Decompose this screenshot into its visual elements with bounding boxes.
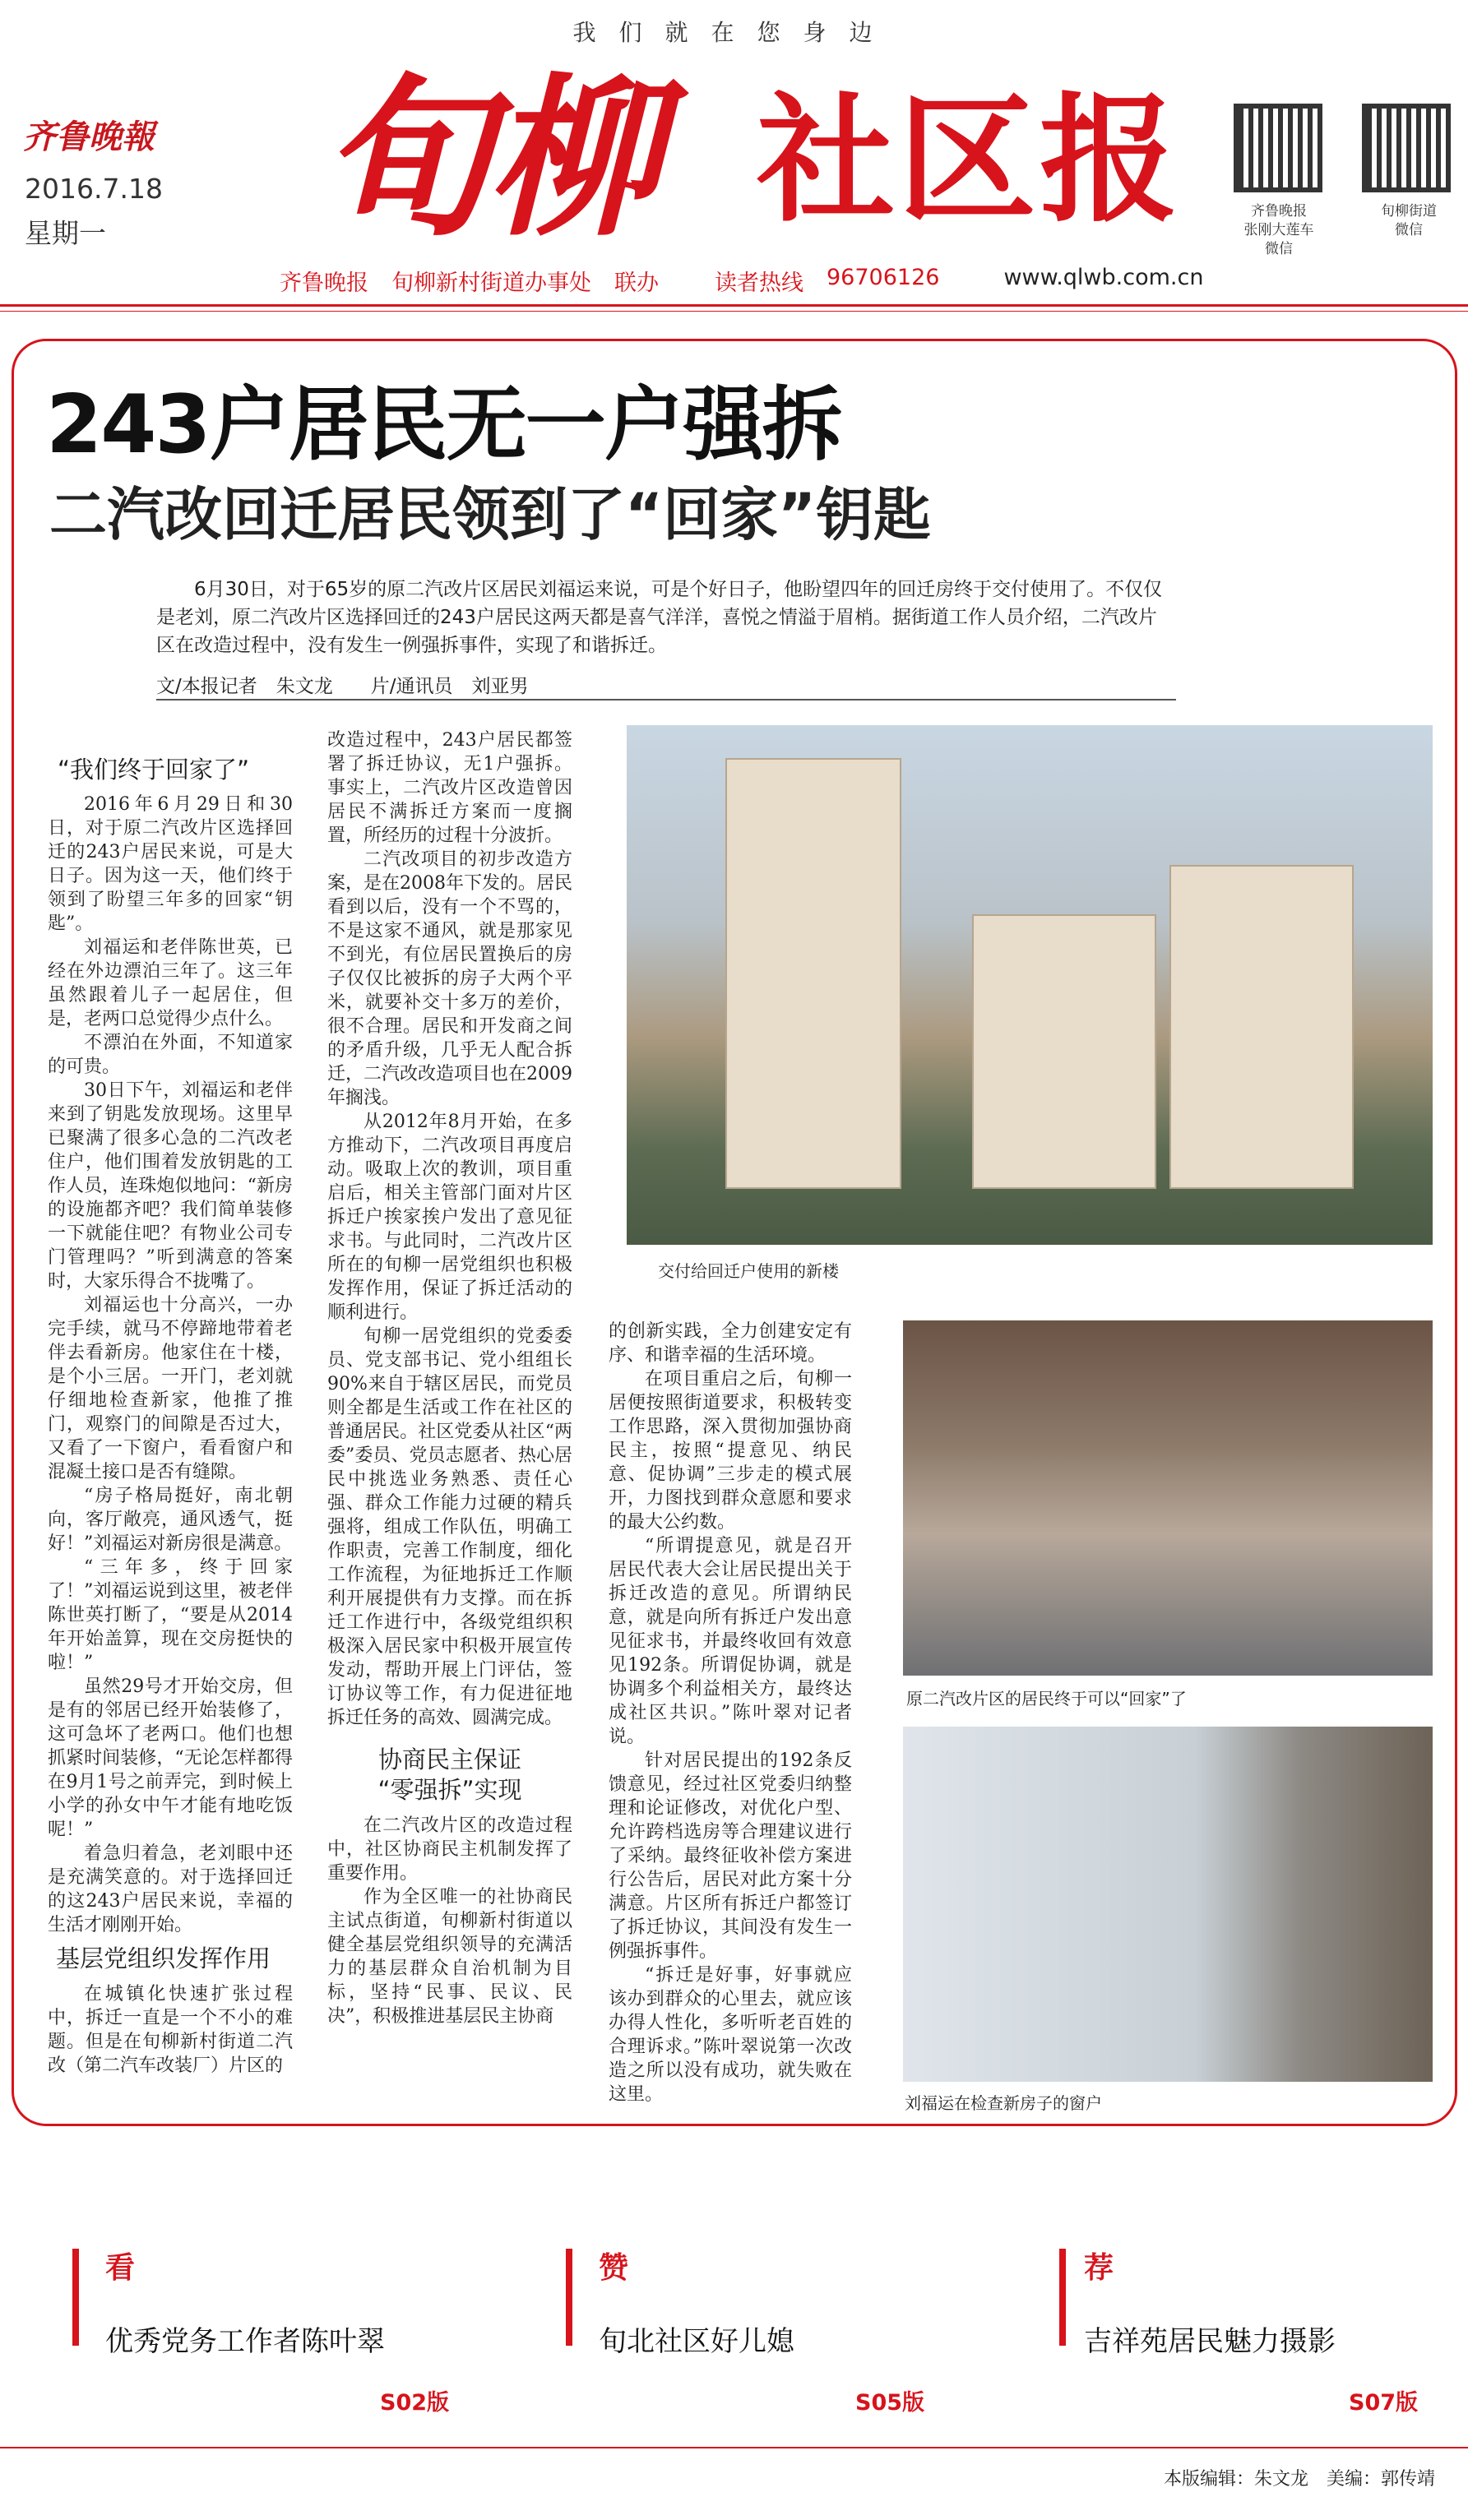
issue-weekday: 星期一 (25, 217, 106, 249)
header-slogan: 我们就在您身边 (572, 19, 896, 46)
promo-tag: 赞 (599, 2251, 629, 2285)
section-heading: 基层党组织发挥作用 (56, 1944, 271, 1972)
paragraph: “三年多，终于回家了！”刘福运说到这里，被老伴陈世英打断了，“要是从2014年开始盖算，现在交房挺快的啦！” (48, 1557, 293, 1673)
qr-code-icon (1362, 104, 1451, 192)
photo-new-buildings (627, 725, 1433, 1245)
info-joint: 联办 (614, 270, 659, 296)
header-divider-thin (0, 311, 1468, 312)
paragraph: 针对居民提出的192条反馈意见，经过社区党委归纳整理和论证修改，对优化户型、允许跨档选房等合理建议进行了采纳。最终征收补偿方案进行公告后，居民对此方案十分满意。片区所有拆迁户都签订了拆迁协议，其间没有发生一例强拆事件。 (609, 1750, 852, 1962)
text-column-3 (609, 1320, 852, 2106)
info-publisher: 齐鲁晚报 (280, 270, 368, 296)
paragraph: 刘福运和老伴陈世英，已经在外边漂泊三年了。这三年虽然跟着儿子一起居住，但是，老两口总觉得少点什么。 (48, 937, 293, 1029)
masthead-title-sub: 社区报 (757, 80, 1181, 241)
info-office: 旬柳新村街道办事处 (391, 270, 591, 296)
promo-title-link[interactable]: 旬北社区好儿媳 (599, 2325, 794, 2358)
info-hotline-label: 读者热线 (715, 270, 803, 296)
paragraph: 改造过程中，243户居民都签署了拆迁协议，无1户强拆。事实上，二汽改片区改造曾因居民不满拆迁方案而一度搁置，所经历的过程十分波折。 (327, 730, 572, 846)
paragraph: 2016年6月29日和30日，对于原二汽改片区选择回迁的243户居民来说，可是大日子。因为这一天，他们终于领到了盼望三年多的回家“钥匙”。 (48, 794, 293, 934)
paragraph: 30日下午，刘福运和老伴来到了钥匙发放现场。这里早已聚满了很多心急的二汽改老住户，他们围着发放钥匙的工作人员，连珠炮似地问：“新房的设施都齐吧？我们简单装修一下就能住吧？有物业公司专门管理吗？”听到满意的答案时，大家乐得合不拢嘴了。 (48, 1080, 293, 1292)
building-shape (725, 758, 901, 1189)
masthead-title-main: 旬柳 (319, 57, 655, 260)
building-shape (972, 914, 1156, 1189)
qr-caption: 旬柳街道 微信 (1381, 203, 1437, 238)
article-byline: 文/本报记者 朱文龙 片/通讯员 刘亚男 (156, 676, 529, 697)
photo-caption: 原二汽改片区的居民终于可以“回家”了 (906, 1689, 1187, 1709)
article-lead: 6月30日，对于65岁的原二汽改片区居民刘福运来说，可是个好日子，他盼望四年的回迁房终于交付使用了。不仅仅是老刘，原二汽改片区选择回迁的243户居民这两天都是喜气洋洋，喜悦之情溢于眉梢。据街道工作人员介绍，二汽改片区在改造过程中，没有发生一例强拆事件，实现了和谐拆迁。 (156, 579, 1163, 656)
paragraph: “拆迁是好事，好事就应该办到群众的心里去，就应该办得人性化，多听听老百姓的合理诉求。”陈叶翠说第一次改造之所以没有成功，就失败在这里。 (609, 1965, 852, 2105)
section-heading: 协商民主保证 (377, 1746, 521, 1773)
text-column-2 (327, 728, 572, 2028)
paragraph: “所谓提意见，就是召开居民代表大会让居民提出关于拆迁改造的意见。所谓纳民意，就是向所有拆迁户发出意见征求书，并最终收回有效意见192条。所谓促协调，就是协调多个利益相关方，最终达成社区共识。”陈叶翠对记者说。 (609, 1536, 852, 1747)
promo-title-link[interactable]: 吉祥苑居民魅力摄影 (1084, 2325, 1336, 2358)
paragraph: 作为全区唯一的社协商民主试点街道，旬柳新村街道以健全基层党组织领导的充满活力的基层群众自治机制为目标，坚持“民事、民议、民决”，积极推进基层民主协商 (327, 1887, 572, 2027)
paragraph: 在城镇化快速扩张过程中，拆迁一直是一个不小的难题。但是在旬柳新村街道二汽改（第二汽车改装厂）片区的 (48, 1984, 293, 2076)
paragraph: 从2012年8月开始，在多方推动下，二汽改项目再度启动。吸取上次的教训，项目重启后，相关主管部门面对片区拆迁户挨家挨户发出了意见征求书。与此同时，二汽改片区所在的旬柳一居党组织也积极发挥作用，保证了拆迁活动的顺利进行。 (327, 1112, 572, 1323)
promo-title-link[interactable]: 优秀党务工作者陈叶翠 (105, 2325, 385, 2358)
qilu-evening-logo: 齐鲁晚報 (23, 118, 155, 156)
photo-caption: 交付给回迁户使用的新楼 (658, 1261, 839, 1281)
promo-stripe (566, 2249, 572, 2346)
paragraph: 的创新实践，全力创建安定有序、和谐幸福的生活环境。 (609, 1321, 852, 1366)
paragraph: 旬柳一居党组织的党委委员、党支部书记、党小组组长90%来自于辖区居民，而党员则全都是生活或工作在社区的普通居民。社区党委从社区“两委”委员、党员志愿者、热心居民中挑选业务熟悉、责任心强、群众工作能力过硬的精兵强将，组成工作队伍，明确工作职责，完善工作制度，细化工作流程，为征地拆迁工作顺利开展提供有力支撑。而在拆迁工作进行中，各级党组织积极深入居民家中积极开展宣传发动，帮助开展上门评估，签订协议等工作，有力促进征地拆迁任务的高效、圆满完成。 (327, 1326, 572, 1728)
section-heading: “我们终于回家了” (58, 756, 250, 784)
promo-page-link[interactable]: S07版 (1349, 2390, 1419, 2416)
promo-page-link[interactable]: S02版 (380, 2390, 450, 2416)
editor-credit: 本版编辑：朱文龙 美编：郭传靖 (1163, 2469, 1435, 2490)
qr-caption: 齐鲁晚报 张刚大莲车 微信 (1243, 203, 1314, 257)
promo-tag: 看 (105, 2251, 136, 2285)
info-website-link[interactable]: www.qlwb.com.cn (1003, 265, 1204, 290)
paragraph: 不漂泊在外面，不知道家的可贵。 (48, 1033, 293, 1077)
byline-rule (156, 699, 1176, 701)
header-info-bar (280, 265, 1203, 297)
photo-caption: 刘福运在检查新房子的窗户 (905, 2093, 1102, 2113)
promo-stripe (1059, 2249, 1066, 2346)
paragraph: 二汽改项目的初步改造方案，是在2008年下发的。居民看到以后，没有一个不骂的，不是这家不通风，就是那家见不到光，有位居民置换后的房子仅仅比被拆的房子大两个平米，就要补交十多万的差价，很不合理。居民和开发商之间的矛盾升级，几乎无人配合拆迁，二汽改改造项目也在2009年搁浅。 (327, 849, 572, 1108)
building-shape (1169, 865, 1354, 1189)
footer-divider (0, 2447, 1468, 2448)
paragraph: “房子格局挺好，南北朝向，客厅敞亮，通风透气，挺好！”刘福运对新房很是满意。 (48, 1486, 293, 1554)
article-headline: 243户居民无一户强拆 (46, 378, 841, 472)
promo-tag: 荐 (1084, 2251, 1114, 2285)
paragraph: 在二汽改片区的改造过程中，社区协商民主机制发挥了重要作用。 (327, 1815, 572, 1884)
paragraph: 刘福运也十分高兴，一办完手续，就马不停蹄地带着老伴去看新房。他家住在十楼，是个小三居。一开门，老刘就仔细地检查新家，他推了推门，观察门的间隙是否过大，又看了一下窗户，看看窗户和混凝土接口是否有缝隙。 (48, 1295, 293, 1482)
photo-checking-window (903, 1727, 1433, 2082)
issue-date: 2016.7.18 (25, 173, 163, 205)
article-subheadline: 二汽改回迁居民领到了“回家”钥匙 (49, 481, 932, 548)
promo-stripe (72, 2249, 79, 2346)
paragraph: 着急归着急，老刘眼中还是充满笑意的。对于选择回迁的这243户居民来说，幸福的生活才刚刚开始。 (48, 1843, 293, 1935)
qr-code-icon (1234, 104, 1322, 192)
paragraph: 在项目重启之后，旬柳一居便按照街道要求，积极转变工作思路，深入贯彻加强协商民主，按照“提意见、纳民意、促协调”三步走的模式展开，力图找到群众意愿和要求的最大公约数。 (609, 1369, 852, 1533)
photo-residents-returning (903, 1320, 1433, 1676)
header-divider (0, 304, 1468, 307)
info-hotline-number: 96706126 (827, 265, 940, 290)
text-column-1 (48, 793, 293, 2078)
paragraph: 虽然29号才开始交房，但是有的邻居已经开始装修了，这可急坏了老两口。他们也想抓紧时间装修，“无论怎样都得在9月1号之前弄完，到时候上小学的孙女中午才能有地吃饭呢！” (48, 1676, 293, 1840)
section-heading: “零强拆”实现 (377, 1776, 522, 1804)
promo-page-link[interactable]: S05版 (855, 2390, 925, 2416)
